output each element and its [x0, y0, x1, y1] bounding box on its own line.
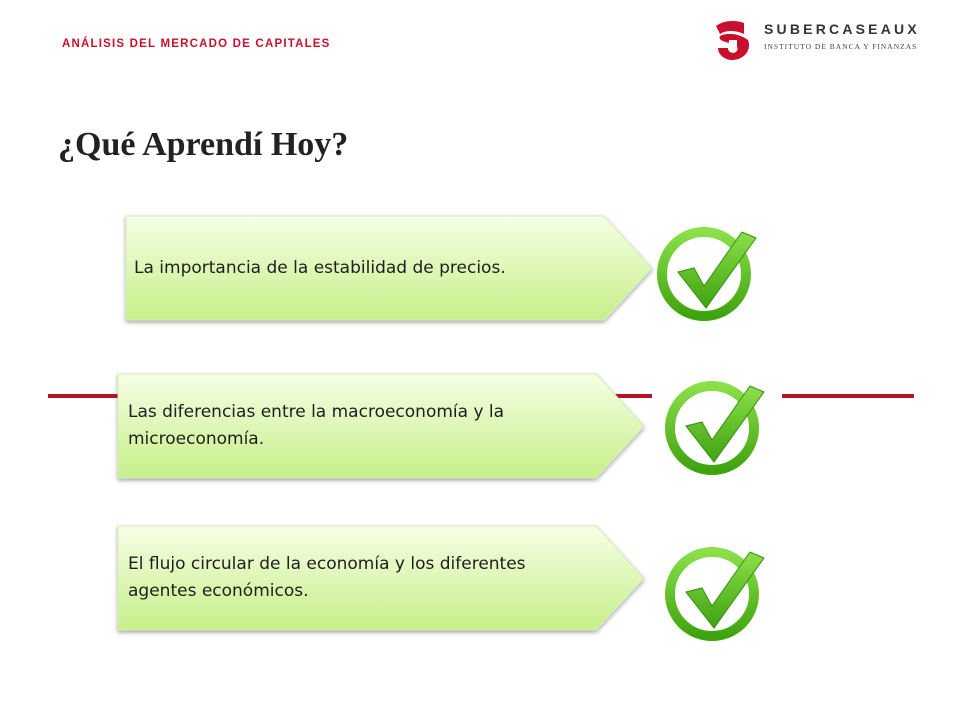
header-label: ANÁLISIS DEL MERCADO DE CAPITALES [62, 38, 331, 50]
institute-logo [714, 18, 920, 62]
divider-right [782, 394, 914, 398]
check-circle-icon [664, 372, 768, 476]
divider-left [48, 394, 120, 398]
check-circle-icon [656, 222, 760, 326]
logo-mark-icon [714, 18, 756, 62]
item-text-2: Las diferencias entre la macroeconomía y la microeconomía. [128, 402, 505, 449]
item-text-1: La importancia de la estabilidad de precios. [134, 257, 506, 278]
slide-title: ¿Qué Aprendí Hoy? [58, 126, 349, 163]
item-text-3: El flujo circular de la economía y los diferentes agentes económicos. [128, 554, 526, 601]
check-circle-icon [664, 540, 768, 644]
logo-subtitle: INSTITUTO DE BANCA Y FINANZAS [764, 42, 918, 51]
logo-name: SUBERCASEAUX [764, 21, 920, 37]
